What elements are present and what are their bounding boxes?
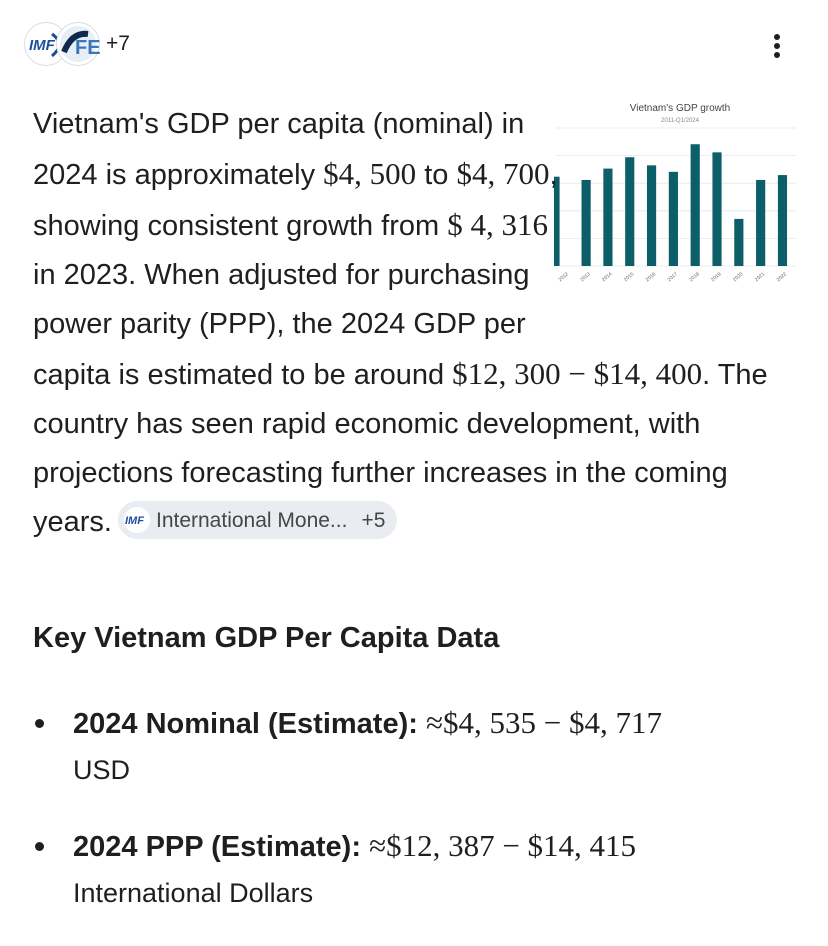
gdp-data-list [33,700,793,946]
item-unit: International Dollars [73,878,314,908]
chart-tick-label: 2014 [601,271,614,284]
more-sources-count[interactable]: +7 [106,32,130,55]
chart-tick-label: 2015 [622,271,636,284]
list-item-ppp [33,823,793,916]
bullet-dot [35,842,44,851]
ppp-range-value: $12, 300 − $14, 400 [452,356,703,391]
sources-header [24,22,804,70]
chart-tick-label: 2012 [557,271,570,284]
answer-paragraph [33,100,793,547]
chart-tick-label: 2021 [753,271,767,284]
chart-tick-label: 2019 [710,271,723,284]
chart-tick-label: 2013 [579,271,592,284]
section-heading: Key Vietnam GDP Per Capita Data [33,622,500,654]
source-icons[interactable] [24,22,130,66]
chart-subtitle: 2011-Q1/2024 [661,118,699,124]
chart-tick-label: 2020 [732,271,745,284]
item-label: 2024 PPP (Estimate): [73,831,361,863]
nominal-high-value: $4, 700 [456,156,550,191]
item-value: ≈$12, 387 − $14, 415 [369,828,637,863]
answer-text-4: in 2023. When adjusted for purchasing power parity (PPP), the 2024 GDP per capita is estimated to be around [33,259,530,391]
list-item-nominal [33,700,793,793]
item-unit: USD [73,755,131,785]
chart-tick-label: 2022 [775,271,789,284]
imf-logo-icon [124,507,150,533]
chart-tick-label: 2018 [688,271,701,284]
svg-text:FE: FE [75,37,101,59]
answer-text-5: . The country has seen rapid economic development, with projections forecasting further increases in the coming years. [33,359,768,538]
svg-text:IMF: IMF [29,37,55,54]
answer-text-3: , showing consistent growth from [33,159,558,242]
item-value: ≈$4, 535 − $4, 717 [425,705,662,740]
answer-text-1: Vietnam's GDP per capita (nominal) in 2024 is approximately [33,108,525,191]
gdp-2023-value: $ 4, 316 [447,207,548,242]
source-chip[interactable] [118,501,397,539]
source-chip-label: International Mone... [155,508,348,532]
item-label: 2024 Nominal (Estimate): [73,708,418,740]
chart-title: Vietnam's GDP growth [629,103,731,114]
bullet-dot [35,719,44,728]
chart-tick-label: 2017 [666,271,679,284]
fe-logo-icon[interactable] [56,22,100,66]
nominal-low-value: $4, 500 [323,156,417,191]
answer-text-2: to [416,159,457,191]
svg-text:IMF: IMF [124,515,144,528]
source-chip-count: +5 [361,508,386,532]
more-options-icon[interactable] [772,34,782,62]
chart-tick-label: 2016 [644,271,658,284]
